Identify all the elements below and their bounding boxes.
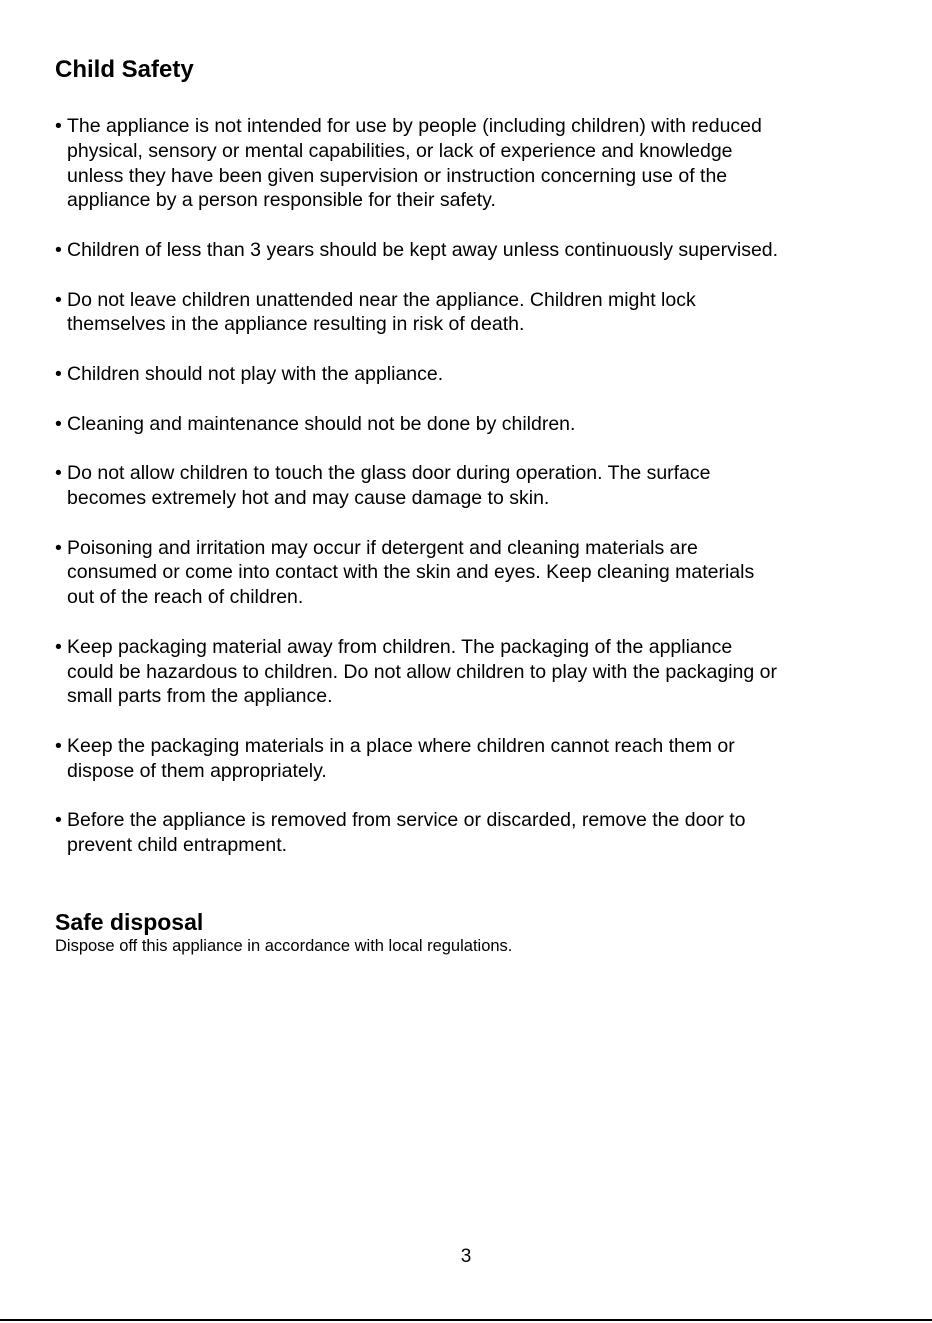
page-number: 3: [460, 1246, 472, 1267]
list-item: • Cleaning and maintenance should not be done by children.: [55, 412, 915, 437]
list-item: • Keep packaging material away from children. The packaging of the appliance could be hazardous to children. Do not allow children to play with the packaging or small parts from the appliance.: [55, 635, 915, 709]
list-item: • Do not leave children unattended near the appliance. Children might lock themselves in the appliance resulting in risk of death.: [55, 288, 915, 338]
child-safety-list: [55, 114, 915, 883]
list-item: • Keep the packaging materials in a place where children cannot reach them or dispose of them appropriately.: [55, 734, 915, 784]
safe-disposal-text: Dispose off this appliance in accordance with local regulations.: [55, 937, 513, 955]
safe-disposal-heading: Safe disposal: [55, 909, 204, 935]
list-item: • Poisoning and irritation may occur if detergent and cleaning materials are consumed or come into contact with the skin and eyes. Keep cleaning materials out of the reach of children.: [55, 536, 915, 610]
child-safety-heading: Child Safety: [55, 56, 194, 83]
list-item: • Before the appliance is removed from service or discarded, remove the door to prevent child entrapment.: [55, 808, 915, 858]
bottom-divider: [0, 1319, 932, 1321]
list-item: • Children of less than 3 years should be kept away unless continuously supervised.: [55, 238, 915, 263]
list-item: • The appliance is not intended for use by people (including children) with reduced physical, sensory or mental capabilities, or lack of experience and knowledge unless they have been given supervision or instruction concerning use of the appliance by a person responsible for their safety.: [55, 114, 915, 213]
list-item: • Children should not play with the appliance.: [55, 362, 915, 387]
list-item: • Do not allow children to touch the glass door during operation. The surface becomes extremely hot and may cause damage to skin.: [55, 461, 915, 511]
